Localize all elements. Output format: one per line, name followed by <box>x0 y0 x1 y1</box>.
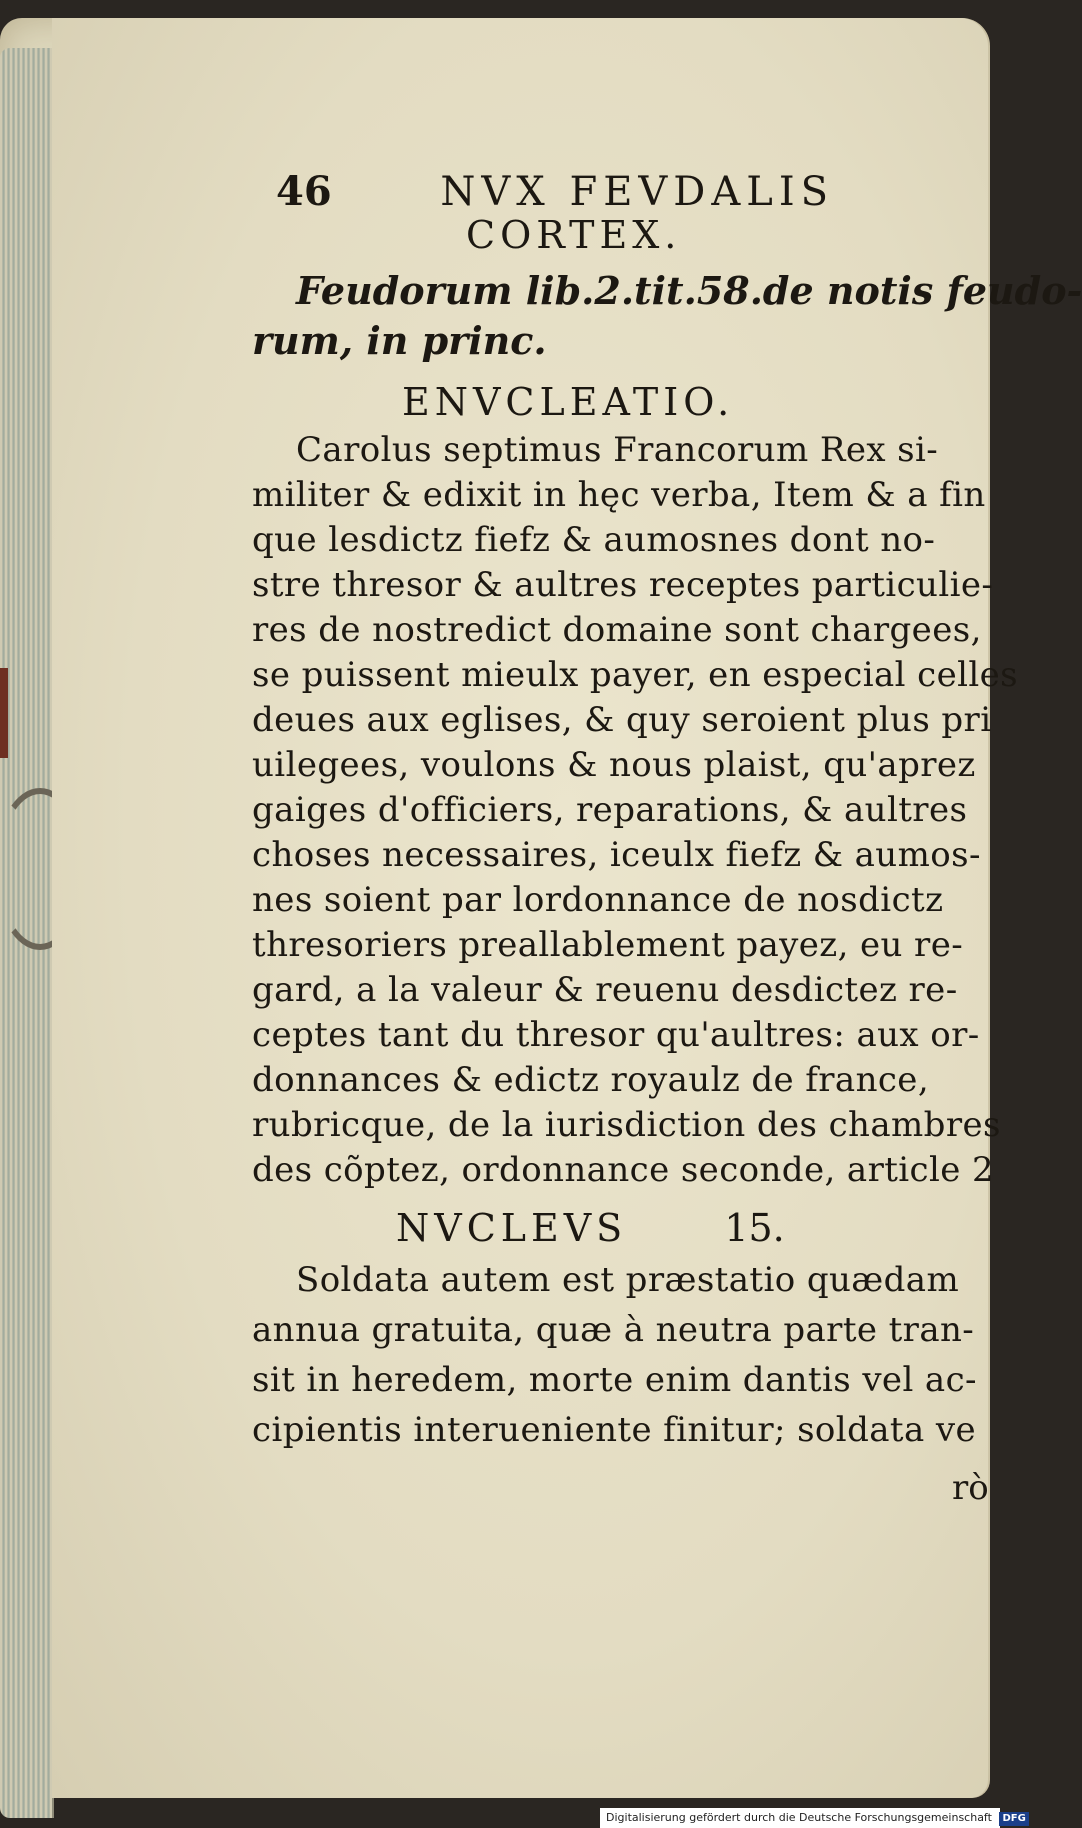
cortex-heading: CORTEX. <box>466 213 682 257</box>
enucleatio-line: militer & edixit in hęc verba, Item & a fin <box>252 475 986 515</box>
enucleatio-line: ceptes tant du thresor qu'aultres: aux or- <box>252 1015 980 1055</box>
bookmark-ribbon <box>0 668 8 758</box>
enucleatio-line: des cõptez, ordonnance seconde, article 2 <box>252 1150 995 1190</box>
enucleatio-line: donnances & edictz royaulz de france, <box>252 1060 930 1100</box>
enucleatio-line: thresoriers preallablement payez, eu re- <box>252 925 964 965</box>
enucleatio-line: Carolus septimus Francorum Rex si- <box>296 430 939 470</box>
enucleatio-line: nes soient par lordonnance de nosdictz <box>252 880 944 920</box>
catchword: rò <box>952 1468 989 1508</box>
credit-text: Digitalisierung gefördert durch die Deutsche Forschungsgemeinschaft <box>606 1811 992 1824</box>
enucleatio-line: se puissent mieulx payer, en especial celles <box>252 655 1019 695</box>
enucleatio-line: uilegees, voulons & nous plaist, qu'aprez <box>252 745 976 785</box>
nucleus-line: annua gratuita, quæ à neutra parte tran- <box>252 1310 975 1350</box>
enucleatio-line: gard, a la valeur & reuenu desdictez re- <box>252 970 958 1010</box>
enucleatio-line: gaiges d'officiers, reparations, & aultres <box>252 790 968 830</box>
nucleus-title: NVCLEVS <box>396 1206 628 1250</box>
nucleus-line: Soldata autem est præstatio quædam <box>296 1260 960 1300</box>
running-title: NVX FEVDALIS <box>440 169 835 215</box>
nucleus-heading <box>396 1206 785 1250</box>
book-page <box>52 18 1082 1798</box>
enucleatio-heading: ENVCLEATIO. <box>402 380 735 424</box>
enucleatio-line: stre thresor & aultres receptes particulie- <box>252 565 994 605</box>
digitization-credit <box>600 1808 1026 1828</box>
enucleatio-line: res de nostredict domaine sont chargees, <box>252 610 982 650</box>
enucleatio-line: rubricque, de la iurisdiction des chambres <box>252 1105 1001 1145</box>
nucleus-line: cipientis interueniente finitur; soldata ve <box>252 1410 976 1450</box>
enucleatio-line: choses necessaires, iceulx fiefz & aumos- <box>252 835 981 875</box>
nucleus-line: sit in heredem, morte enim dantis vel ac- <box>252 1360 977 1400</box>
dfg-logo: DFG <box>999 1812 1028 1826</box>
book <box>0 18 1082 1798</box>
cortex-line: Feudorum lib.2.tit.58.de notis feudo- <box>296 268 1082 313</box>
page-number: 46 <box>276 168 332 215</box>
enucleatio-line: deues aux eglises, & quy seroient plus pri <box>252 700 992 740</box>
running-head <box>276 168 896 215</box>
enucleatio-line: que lesdictz fiefz & aumosnes dont no- <box>252 520 936 560</box>
cortex-line: rum, in princ. <box>252 318 547 363</box>
nucleus-number: 15. <box>724 1206 785 1250</box>
